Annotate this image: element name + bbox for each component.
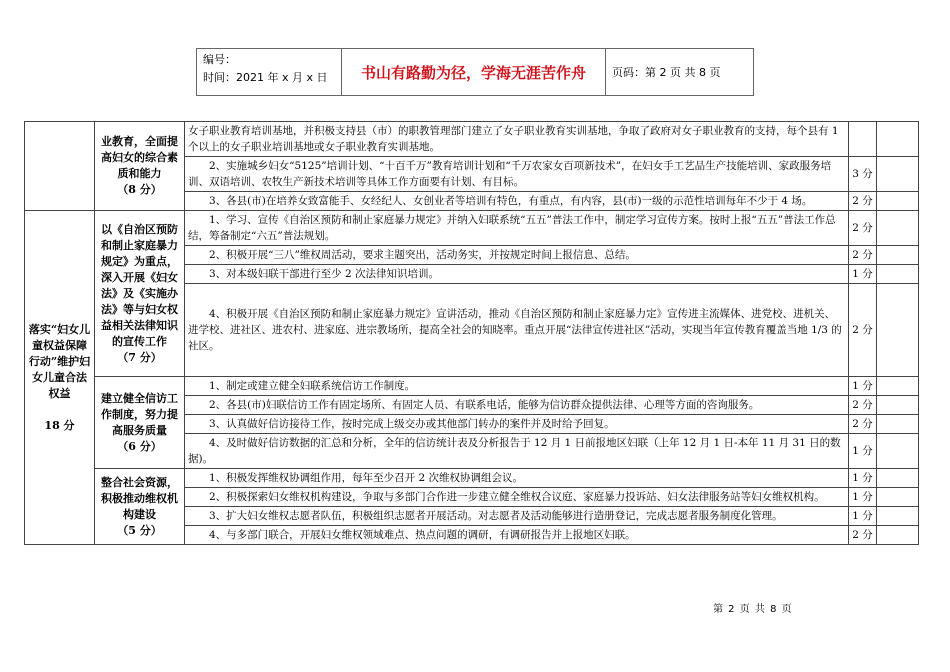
header-page-info: 页码：第 2 页 共 8 页 [612, 66, 721, 79]
main-category-cell: 落实“妇女儿童权益保障行动”维护妇女儿童合法权益 18 分 [25, 211, 95, 545]
table-row [25, 122, 919, 157]
blank-cell [877, 507, 919, 526]
item-score: 1 分 [849, 265, 877, 284]
item-score: 2 分 [849, 246, 877, 265]
blank-cell [877, 122, 919, 157]
item-score: 1 分 [849, 488, 877, 507]
blank-cell [877, 157, 919, 192]
item-text: 3、各县(市)在培养女致富能手、女经纪人、女创业者等培训有特色，有重点，有内容，县(市)一级的示范性培训每年不少于 4 场。 [185, 192, 849, 211]
header-date: 时间：2021 年 x 月 x 日 [203, 71, 328, 84]
blank-cell [877, 434, 919, 469]
item-text: 4、及时做好信访数据的汇总和分析，全年的信访统计表及分析报告于 12 月 1 日前报地区妇联（上年 12 月 1 日-本年 11 月 31 日的数据)。 [185, 434, 849, 469]
blank-cell [877, 284, 919, 377]
header-motto: 书山有路勤为径，学海无涯苦作舟 [342, 49, 606, 95]
item-score: 1 分 [849, 507, 877, 526]
table-row [25, 469, 919, 488]
header-number: 编号： [203, 53, 236, 66]
item-score: 2 分 [849, 192, 877, 211]
blank-cell [877, 415, 919, 434]
item-score [849, 122, 877, 157]
category-cell-law-promotion: 以《自治区预防和制止家庭暴力规定》为重点，深入开展《妇女法》及《实施办法》等与妇女权益相关法律知识的宣传工作 （7 分） [95, 211, 185, 377]
item-score: 2 分 [849, 211, 877, 246]
blank-cell [877, 265, 919, 284]
table-row [25, 211, 919, 246]
blank-cell [877, 396, 919, 415]
item-text: 3、扩大妇女维权志愿者队伍，积极组织志愿者开展活动。对志愿者及活动能够进行造册登记，完成志愿者服务制度化管理。 [185, 507, 849, 526]
item-text: 4、积极开展《自治区预防和制止家庭暴力规定》宣讲活动，推动《自治区预防和制止家庭暴力定》宣传进主流媒体、进党校、进机关、进学校、进社区、进农村、进家庭、进宗教场所，提高全社会的知晓率。重点开展“法律宣传进社区”活动，实现当年宣传教育覆盖当地 1/3 的社区。 [185, 284, 849, 377]
main-category-cell-blank [25, 122, 95, 211]
blank-cell [877, 211, 919, 246]
blank-cell [877, 192, 919, 211]
item-score: 2 分 [849, 396, 877, 415]
item-text: 2、积极开展“三八”维权周活动，要求主题突出，活动务实，并按规定时间上报信息、总结。 [185, 246, 849, 265]
item-text: 3、对本级妇联干部进行至少 2 次法律知识培训。 [185, 265, 849, 284]
category-cell-petition: 建立健全信访工作制度，努力提高服务质量 （6 分） [95, 377, 185, 469]
category-cell-education: 业教育，全面提高妇女的综合素质和能力 （8 分） [95, 122, 185, 211]
page-header [196, 48, 754, 96]
item-text: 2、实施城乡妇女“5125”培训计划、“十百千万”教育培训计划和“千万农家女百项新技术”，在妇女手工艺品生产技能培训、家政服务培训、双语培训、农牧生产新技术培训等具体工作方面要有计划、有目标。 [185, 157, 849, 192]
blank-cell [877, 246, 919, 265]
item-score: 2 分 [849, 415, 877, 434]
item-text: 4、与多部门联合，开展妇女维权领域难点、热点问题的调研，有调研报告并上报地区妇联。 [185, 526, 849, 545]
item-text: 1、制定或建立健全妇联系统信访工作制度。 [185, 377, 849, 396]
item-text: 1、积极发挥维权协调组作用，每年至少召开 2 次维权协调组会议。 [185, 469, 849, 488]
item-score: 1 分 [849, 377, 877, 396]
evaluation-table [24, 121, 919, 545]
item-score: 2 分 [849, 526, 877, 545]
item-score: 2 分 [849, 284, 877, 377]
blank-cell [877, 469, 919, 488]
table-row [25, 377, 919, 396]
page-footer: 第 2 页 共 8 页 [713, 604, 793, 615]
blank-cell [877, 377, 919, 396]
item-text: 3、认真做好信访接待工作，按时完成上级交办或其他部门转办的案件并及时给予回复。 [185, 415, 849, 434]
item-text: 2、各县(市)妇联信访工作有固定场所、有固定人员、有联系电话，能够为信访群众提供法律、心理等方面的咨询服务。 [185, 396, 849, 415]
item-text: 2、积极探索妇女维权机构建设，争取与多部门合作进一步建立健全维权合议庭、家庭暴力投诉站、妇女法律服务站等妇女维权机构。 [185, 488, 849, 507]
blank-cell [877, 488, 919, 507]
header-meta [197, 49, 342, 95]
item-text: 女子职业教育培训基地，并积极支持县（市）的职教管理部门建立了女子职业教育实训基地，争取了政府对女子职业教育的支持，每个县有 1 个以上的女子职业培训基地或女子职业教育实训基地。 [185, 122, 849, 157]
item-score: 3 分 [849, 157, 877, 192]
category-cell-resources: 整合社会资源，积极推动维权机构建设 （5 分） [95, 469, 185, 545]
item-score: 1 分 [849, 434, 877, 469]
blank-cell [877, 526, 919, 545]
item-text: 1、学习、宣传《自治区预防和制止家庭暴力规定》并纳入妇联系统“五五”普法工作中，制定学习宣传方案。按时上报“五五”普法工作总结，筹备制定“六五”普法规划。 [185, 211, 849, 246]
item-score: 1 分 [849, 469, 877, 488]
